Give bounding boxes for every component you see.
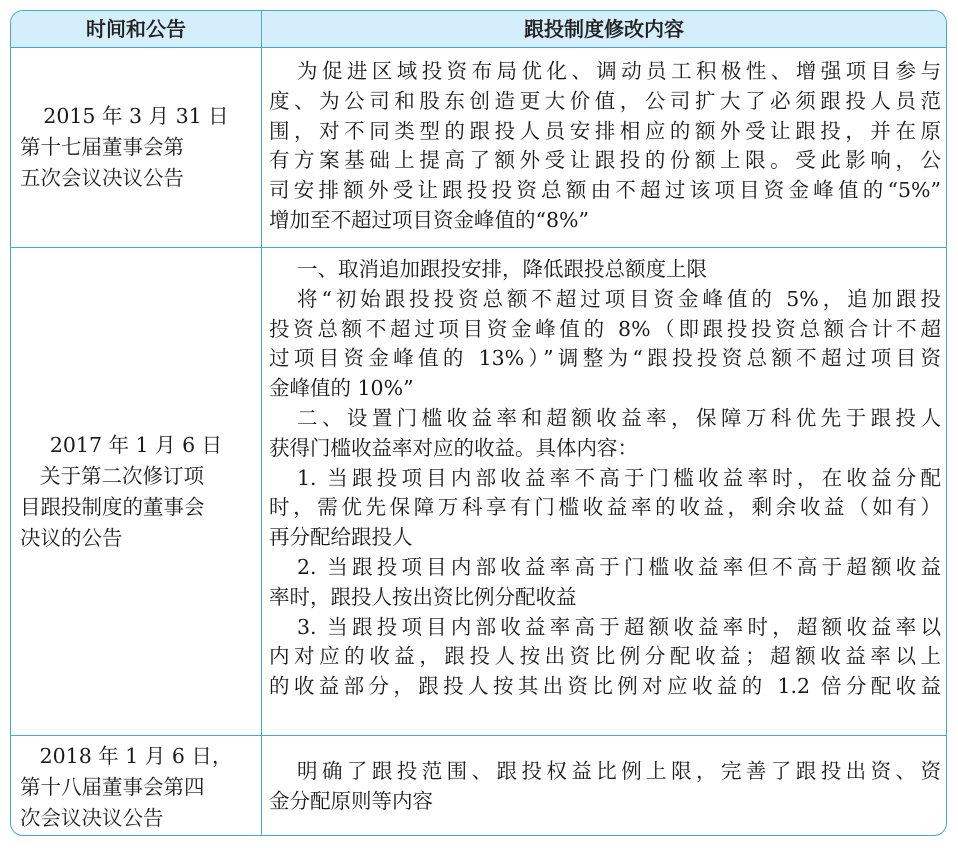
row-1-date: 2015 年 3 月 31 日	[43, 104, 229, 128]
content-line: 司安排额外受让跟投投资总额由不超过该项目资金峰值的“5%”	[269, 178, 941, 203]
row-1-announcement-line: 第十七届董事会第	[20, 135, 184, 159]
table-header	[11, 11, 946, 48]
content-line: 的收益部分，跟投人按其出资比例对应收益的 1.2 倍分配收益	[269, 674, 941, 699]
row-2-time-cell	[11, 249, 261, 735]
content-line: 有方案基础上提高了额外受让跟投的份额上限。受此影响，公	[269, 148, 941, 173]
content-line: 时，需优先保障万科享有门槛收益率的收益，剩余收益（如有）	[269, 495, 941, 520]
content-line: 率时，跟投人按出资比例分配收益	[269, 584, 577, 609]
list-item-2: 2. 当跟投项目内部收益率高于门槛收益率但不高于超额收益	[297, 554, 941, 579]
section-heading: 一、取消追加跟投安排，降低跟投总额度上限	[297, 257, 707, 281]
content-line: 内对应的收益，跟投人按出资比例分配收益；超额收益率以上	[269, 644, 941, 669]
content-line: 过项目资金峰值的 13%）”调整为“跟投投资总额不超过项目资	[269, 346, 941, 371]
content-line: 再分配给跟投人	[269, 525, 413, 550]
list-item-3: 3. 当跟投项目内部收益率高于超额收益率时，超额收益率以	[297, 614, 941, 639]
row-3-date: 2018 年 1 月 6 日，	[39, 743, 233, 768]
row-3-announcement-line: 第十八届董事会第四	[20, 774, 205, 799]
header-revision-content: 跟投制度修改内容	[524, 17, 684, 41]
column-divider	[261, 11, 262, 835]
content-line: 将“初始跟投投资总额不超过项目资金峰值的 5%，追加跟投	[297, 286, 941, 311]
row-2-announcement-line: 目跟投制度的董事会	[20, 495, 205, 519]
content-line: 投资总额不超过项目资金峰值的 8%（即跟投投资总额合计不超	[269, 316, 941, 341]
row-1-announcement-line: 五次会议决议公告	[20, 166, 184, 190]
row-1-content-cell	[269, 57, 941, 236]
content-line: 度、为公司和股东创造更大价值，公司扩大了必须跟投人员范	[269, 88, 941, 113]
row-2-announcement-line: 决议的公告	[20, 526, 123, 550]
row-3-time-cell	[11, 737, 261, 836]
content-line: 围，对不同类型的跟投人员安排相应的额外受让跟投，并在原	[269, 118, 941, 143]
row-2-content-cell	[269, 255, 941, 702]
content-line: 为促进区域投资布局优化、调动员工积极性、增强项目参与	[297, 59, 941, 83]
header-time-announcement: 时间和公告	[86, 17, 186, 41]
content-line: 金峰值的 10%”	[269, 376, 414, 401]
row-3-announcement-line: 次会议决议公告	[20, 805, 164, 830]
revision-table	[10, 10, 947, 836]
row-3-content-cell	[269, 757, 941, 817]
content-line: 金分配原则等内容	[269, 788, 433, 813]
content-line: 增加至不超过项目资金峰值的“8%”	[269, 207, 589, 232]
list-item-1: 1. 当跟投项目内部收益率不高于门槛收益率时，在收益分配	[297, 465, 941, 490]
content-line: 明确了跟投范围、跟投权益比例上限，完善了跟投出资、资	[297, 759, 941, 783]
content-line: 获得门槛收益率对应的收益。具体内容：	[269, 435, 638, 460]
section-heading: 二、设置门槛收益率和超额收益率，保障万科优先于跟投人	[297, 405, 941, 430]
row-2-date: 2017 年 1 月 6 日	[49, 433, 223, 457]
row-1-time-cell	[11, 48, 261, 247]
row-2-announcement-line: 关于第二次修订项	[40, 464, 204, 488]
